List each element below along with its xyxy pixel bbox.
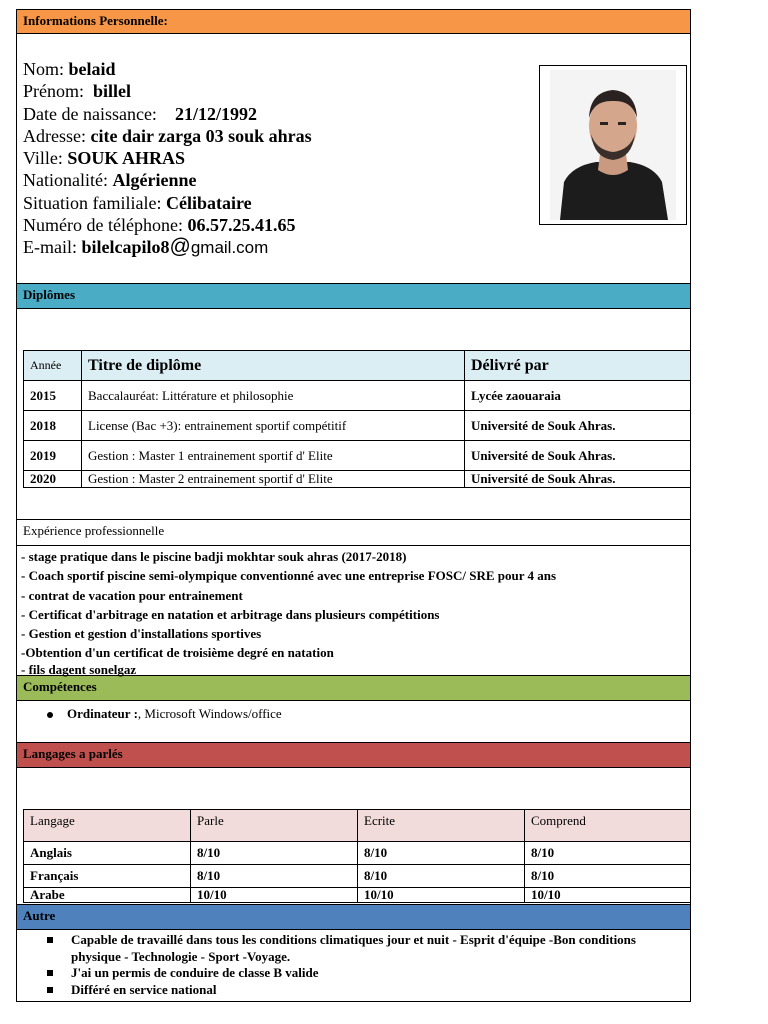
col-comprend: Comprend (525, 810, 691, 842)
diplomes-header-text: Diplômes (23, 287, 75, 302)
diplomes-section (16, 309, 691, 520)
person-portrait-icon (550, 70, 676, 220)
naissance-value: 21/12/1992 (174, 103, 257, 124)
email-domain[interactable]: gmail.com (190, 238, 269, 258)
cv-document (16, 9, 691, 1002)
experience-header-text: Expérience professionnelle (23, 523, 165, 538)
col-titre: Titre de diplôme (82, 351, 465, 381)
list-item (47, 982, 677, 999)
cell-comprend: 8/10 (525, 865, 691, 888)
list-item: - stage pratique dans le piscine badji mokhtar souk ahras (2017-2018) (21, 549, 407, 564)
square-bullet-icon (47, 987, 53, 993)
cell-comprend: 8/10 (525, 842, 691, 865)
table-row (24, 865, 691, 888)
cell-annee: 2018 (24, 411, 82, 441)
autre-item-text: Différé en service national (71, 981, 217, 997)
langages-section-header (16, 743, 691, 768)
personal-header-text: Informations Personnelle: (23, 13, 168, 28)
table-row (24, 381, 691, 411)
profile-photo (539, 65, 687, 225)
table-row (24, 888, 691, 903)
list-item: -Obtention d'un certificat de troisième degré en natation (21, 645, 334, 661)
col-ecrite: Ecrite (358, 810, 525, 842)
nom-label: Nom: (23, 59, 65, 79)
cell-delivre: Lycée zaouaraia (465, 381, 691, 411)
table-row (24, 441, 691, 471)
bullet-icon (47, 712, 53, 718)
langages-section (16, 768, 691, 905)
cell-annee: 2015 (24, 381, 82, 411)
cell-delivre: Université de Souk Ahras. (465, 471, 691, 488)
table-row (24, 411, 691, 441)
experience-section-header (16, 520, 691, 546)
diplomes-section-header (16, 284, 691, 309)
cell-delivre: Université de Souk Ahras. (465, 441, 691, 471)
adresse-line (23, 125, 312, 147)
competence-label: Ordinateur : (67, 706, 138, 721)
nationalite-label: Nationalité: (23, 170, 108, 191)
situation-label: Situation familiale: (23, 192, 162, 213)
autre-section (16, 930, 691, 1002)
prenom-value: billel (93, 81, 132, 102)
adresse-label: Adresse: (23, 125, 86, 146)
autre-section-header (16, 905, 691, 930)
cell-ecrite: 8/10 (358, 865, 525, 888)
personal-section-header (16, 9, 691, 34)
diplomes-table-header (24, 351, 691, 381)
competences-section-header (16, 676, 691, 701)
list-item: - Coach sportif piscine semi-olympique conventionné avec une entreprise FOSC/ SRE pour 4 ans (21, 568, 557, 584)
email-line (23, 236, 312, 259)
cell-comprend: 10/10 (525, 888, 691, 903)
autre-item-text: J'ai un permis de conduire de classe B valide (71, 965, 319, 980)
tel-label: Numéro de téléphone: (23, 215, 183, 236)
naissance-label: Date de naissance: (23, 103, 157, 124)
cell-titre: Gestion : Master 1 entrainement sportif d' Elite (82, 441, 465, 471)
nom-value: belaid (68, 59, 116, 79)
cell-langue: Arabe (24, 888, 191, 903)
col-delivre: Délivré par (465, 351, 691, 381)
square-bullet-icon (47, 970, 53, 976)
cell-titre: Gestion : Master 2 entrainement sportif d' Elite (82, 471, 465, 488)
ville-line (23, 147, 312, 169)
list-item: - contrat de vacation pour entrainement (21, 587, 243, 603)
col-langage: Langage (24, 810, 191, 842)
tel-value: 06.57.25.41.65 (187, 215, 296, 236)
col-annee: Année (24, 351, 82, 381)
cell-delivre: Université de Souk Ahras. (465, 411, 691, 441)
langages-table-header (24, 810, 691, 842)
square-bullet-icon (47, 937, 53, 943)
personal-info-section (16, 34, 691, 284)
table-row (24, 842, 691, 865)
cell-parle: 8/10 (191, 842, 358, 865)
list-item (47, 932, 677, 965)
nationalite-value: Algérienne (112, 170, 197, 191)
cell-ecrite: 8/10 (358, 842, 525, 865)
cell-annee: 2019 (24, 441, 82, 471)
cell-titre: License (Bac +3): entrainement sportif compétitif (82, 411, 465, 441)
cell-parle: 10/10 (191, 888, 358, 903)
experience-list (21, 547, 556, 677)
list-item: - Certificat d'arbitrage en natation et arbitrage dans plusieurs compétitions (21, 606, 440, 622)
cell-langue: Anglais (24, 842, 191, 865)
ville-label: Ville: (23, 148, 63, 169)
naissance-line (23, 103, 312, 125)
prenom-label: Prénom: (23, 81, 84, 102)
list-item: - fils dagent sonelgaz (21, 661, 137, 677)
diplomes-table (23, 350, 691, 488)
autre-header-text: Autre (23, 908, 56, 923)
situation-line (23, 192, 312, 214)
langages-header-text: Langages a parlés (23, 746, 123, 761)
cell-parle: 8/10 (191, 865, 358, 888)
cell-annee: 2020 (24, 471, 82, 488)
autre-list (47, 932, 677, 998)
ville-value: SOUK AHRAS (67, 148, 185, 169)
situation-value: Célibataire (165, 192, 252, 213)
competences-section (16, 701, 691, 743)
adresse-value: cite dair zarga 03 souk ahras (90, 125, 312, 146)
nationalite-line (23, 169, 312, 191)
experience-section (16, 546, 691, 676)
list-item (47, 965, 677, 982)
autre-item-text: Capable de travaillé dans tous les conditions climatiques jour et nuit - Esprit d'équipe -Bon conditions physique - Technologie - Sport -Voyage. (71, 932, 636, 964)
email-at: @ (169, 235, 191, 259)
col-parle: Parle (191, 810, 358, 842)
langages-table (23, 809, 691, 903)
table-row (24, 471, 691, 488)
competence-value: , Microsoft Windows/office (137, 706, 282, 721)
nom-line (23, 58, 312, 80)
competence-item (47, 706, 282, 722)
email-label: E-mail: (23, 237, 77, 258)
email-user: bilelcapilo8 (81, 237, 170, 258)
prenom-line (23, 80, 312, 102)
cell-ecrite: 10/10 (358, 888, 525, 903)
competences-header-text: Compétences (23, 679, 97, 694)
cell-langue: Français (24, 865, 191, 888)
personal-info-lines (23, 58, 312, 260)
cell-titre: Baccalauréat: Littérature et philosophie (82, 381, 465, 411)
tel-line (23, 214, 312, 236)
list-item: - Gestion et gestion d'installations sportives (21, 626, 262, 642)
